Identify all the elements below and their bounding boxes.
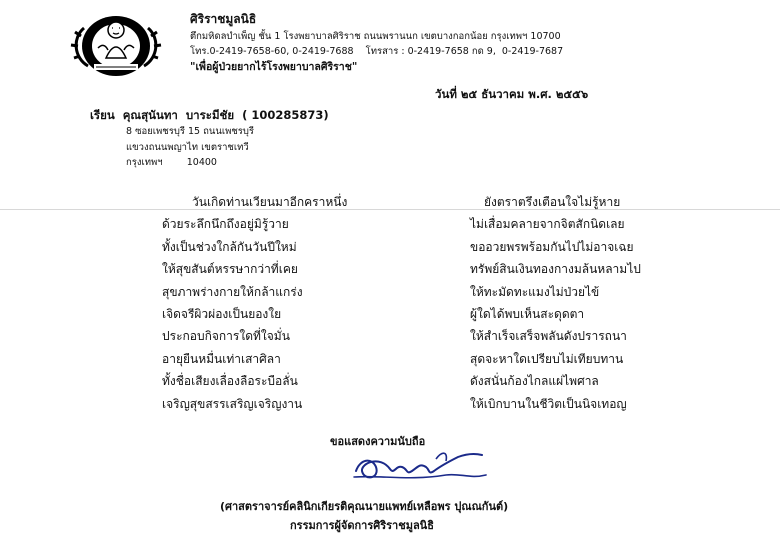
signer-title: กรรมการผู้จัดการศิริราชมูลนิธิ bbox=[290, 519, 434, 532]
poem-line: สุขภาพร่างกายให้กล้าแกร่ง bbox=[162, 284, 303, 299]
poem-right-column bbox=[470, 191, 690, 415]
poem-line: ให้สำเร็จเสร็จพลันดังปรารถนา bbox=[470, 329, 627, 344]
poem-line: ด้วยระลึกนึกถึงอยู่มิรู้วาย bbox=[162, 217, 289, 232]
poem-line: ไม่เสื่อมคลายจากจิตสักนิดเลย bbox=[470, 217, 625, 232]
poem-line: ดังสนั่นก้องไกลแผ่ไพศาล bbox=[470, 374, 599, 389]
poem-line: อายุยืนหมื่นเท่าเสาศิลา bbox=[162, 351, 281, 366]
poem-line: เจิดจรีผิวผ่องเป็นยองใย bbox=[162, 306, 282, 321]
organization-phone: โทร.0-2419-7658-60, 0-2419-7688 โทรสาร : 0-2419-7658 กด 9, 0-2419-7687 bbox=[190, 46, 564, 57]
letter-date: วันที่ ๒๕ ธันวาคม พ.ศ. ๒๕๕๖ bbox=[435, 87, 589, 101]
signature-scribble bbox=[350, 445, 490, 487]
poem-line: ทั้งชื่อเสียงเลื่องลือระบือลั่น bbox=[162, 374, 298, 389]
signature bbox=[350, 445, 490, 487]
recipient-address-line: กรุงเทพฯ 10400 bbox=[126, 157, 217, 168]
recipient-address-line: แขวงถนนพญาไท เขตราชเทวี bbox=[126, 142, 249, 153]
poem-line: ขออวยพรพร้อมกันไปไม่อาจเฉย bbox=[470, 239, 634, 254]
organization-address: ตึกมหิดลบำเพ็ญ ชั้น 1 โรงพยาบาลศิริราช ถนนพรานนก เขตบางกอกน้อย กรุงเทพฯ 10700 bbox=[190, 31, 561, 42]
poem-line: ประกอบกิจการใดที่ใจมั่น bbox=[162, 329, 290, 344]
poem-line: เจริญสุขสรรเสริญเจริญงาน bbox=[162, 396, 303, 411]
poem-line: สุดจะหาใดเปรียบไม่เทียบทาน bbox=[470, 351, 624, 366]
foundation-seal-graphic bbox=[68, 8, 164, 84]
organization-motto: "เพื่อผู้ป่วยยากไร้โรงพยาบาลศิริราช" bbox=[190, 61, 358, 73]
poem-line: ให้สุขสันต์หรรษากว่าที่เคย bbox=[162, 262, 298, 277]
organization-name: ศิริราชมูลนิธิ bbox=[190, 12, 257, 26]
poem-line: ให้ทะมัดทะแมงไม่ป่วยไข้ bbox=[470, 284, 600, 299]
poem-left-column bbox=[150, 191, 410, 415]
foundation-logo bbox=[68, 8, 164, 84]
recipient-address-line: 8 ซอยเพชรบุรี 15 ถนนเพชรบุรี bbox=[126, 126, 255, 137]
poem-line: ทั้งเป็นช่วงใกล้กันวันปีใหม่ bbox=[162, 239, 297, 254]
signer-name: (ศาสตราจารย์คลินิกเกียรติคุณนายแพทย์เหลือพร ปุณณกันต์) bbox=[220, 500, 509, 513]
poem-line: ยังตราตรึงเตือนใจไม่รู้หาย bbox=[484, 195, 621, 209]
poem-line: ผู้ใดได้พบเห็นสะดุดตา bbox=[470, 306, 585, 321]
poem-line: วันเกิดท่านเวียนมาอีกคราหนึ่ง bbox=[192, 195, 348, 209]
poem-line: ให้เบิกบานในชีวิตเป็นนิจเทอญ bbox=[470, 396, 627, 411]
poem-line: ทรัพย์สินเงินทองกางมล้นหลามไป bbox=[470, 262, 641, 277]
recipient-salutation: เรียน คุณสุนันทา บาระมีชัย ( 100285873) bbox=[90, 108, 329, 122]
closing-phrase: ขอแสดงความนับถือ bbox=[330, 435, 426, 448]
